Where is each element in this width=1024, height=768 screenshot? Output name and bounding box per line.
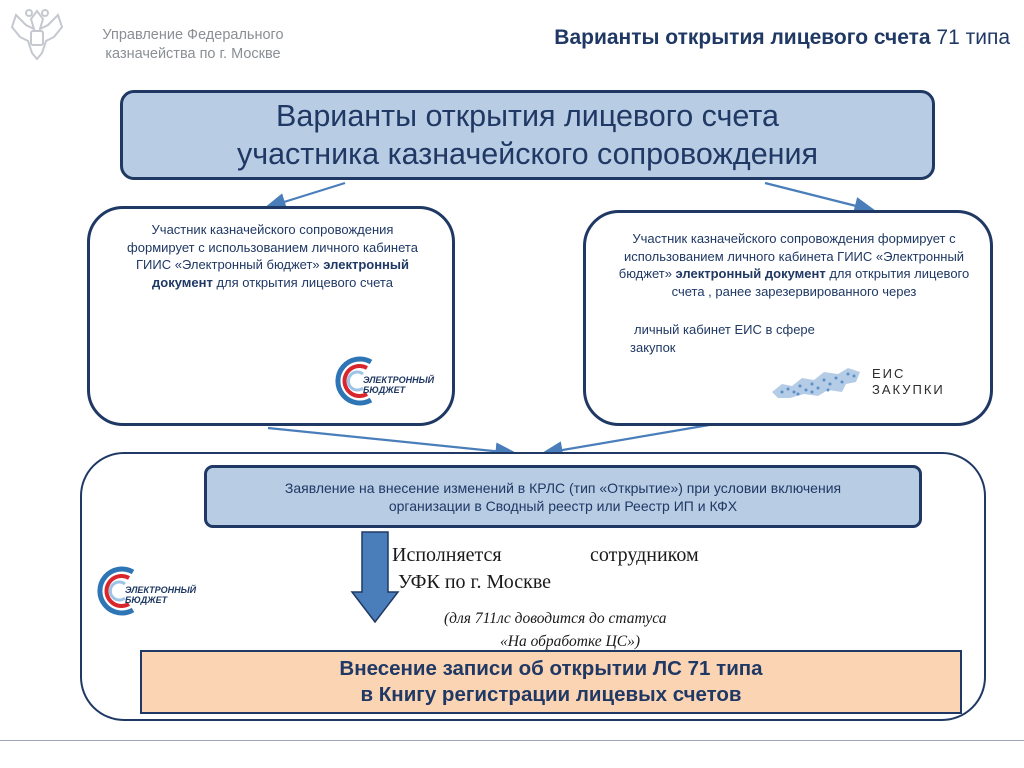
option-left-text-end: для открытия лицевого счета bbox=[212, 274, 393, 290]
electronic-budget-logo bbox=[333, 356, 443, 406]
eis-zakupki-logo bbox=[768, 360, 968, 404]
option-right-text-start: Участник казначейского сопровождения формирует с использованием личного кабинета ГИИС «Электронный бюджет» bbox=[618, 231, 965, 281]
application-line2: организации в Сводный реестр или Реестр ИП и КФХ bbox=[388, 497, 738, 514]
org-name-line2: казначейства по г. Москве bbox=[105, 46, 281, 62]
main-title-line2: участника казначейского сопровождения bbox=[236, 137, 819, 171]
electronic-budget-logo-line1: ЭЛЕКТРОННЫЙ bbox=[363, 375, 435, 385]
footer-divider bbox=[0, 740, 1024, 741]
option-left-text-bold: электронный документ bbox=[152, 257, 410, 290]
main-title-line1: Варианты открытия лицевого счета bbox=[276, 99, 779, 133]
executor-word2: сотрудником bbox=[590, 544, 699, 566]
result-box bbox=[140, 650, 962, 714]
option-right-text-bold: электронный документ bbox=[675, 266, 826, 281]
russia-map-icon bbox=[768, 362, 864, 402]
bottom-logo-line1: ЭЛЕКТРОННЫЙ bbox=[125, 585, 197, 595]
eis-logo-line1: ЕИС bbox=[872, 366, 906, 381]
bottom-electronic-budget-logo bbox=[95, 566, 215, 616]
arrow-right-to-application bbox=[545, 424, 715, 453]
result-line2: в Книгу регистрации лицевых счетов bbox=[360, 683, 742, 706]
application-box bbox=[204, 465, 922, 528]
eis-logo-line2: ЗАКУПКИ bbox=[872, 382, 945, 397]
option-right-extra2: закупок bbox=[630, 340, 676, 355]
status-note-line1: (для 711лс доводится до статуса bbox=[444, 610, 667, 627]
electronic-budget-logo-line2: БЮДЖЕТ bbox=[363, 385, 406, 395]
status-note-line2: «На обработке ЦС») bbox=[500, 633, 641, 650]
page-title-text: Варианты открытия лицевого счета bbox=[554, 26, 937, 49]
arrow-left-to-application bbox=[268, 428, 513, 453]
page-title-type: 71 типа bbox=[936, 26, 1010, 49]
org-name-line1: Управление Федерального bbox=[102, 27, 284, 43]
option-left-text bbox=[120, 221, 425, 291]
option-right-text bbox=[608, 230, 980, 300]
result-line1: Внесение записи об открытии ЛС 71 типа bbox=[339, 657, 763, 680]
option-left-text-start: Участник казначейского сопровождения формирует с использованием личного кабинета ГИИС «Электронный бюджет» bbox=[127, 222, 418, 272]
arrow-to-right-option bbox=[765, 183, 872, 210]
arrow-to-left-option bbox=[268, 183, 345, 207]
application-line1: Заявление на внесение изменений в КРЛС (тип «Открытие») при условии включения bbox=[284, 479, 842, 496]
executor-word1: Исполняется bbox=[392, 544, 502, 566]
main-title-box bbox=[120, 90, 935, 180]
executor-line2: УФК по г. Москве bbox=[398, 571, 552, 593]
option-right-text-end: для открытия лицевого счета , ранее зарезервированного через bbox=[671, 266, 970, 299]
bottom-logo-line2: БЮДЖЕТ bbox=[125, 595, 168, 605]
option-right-extra1: личный кабинет ЕИС в сфере bbox=[634, 322, 815, 337]
